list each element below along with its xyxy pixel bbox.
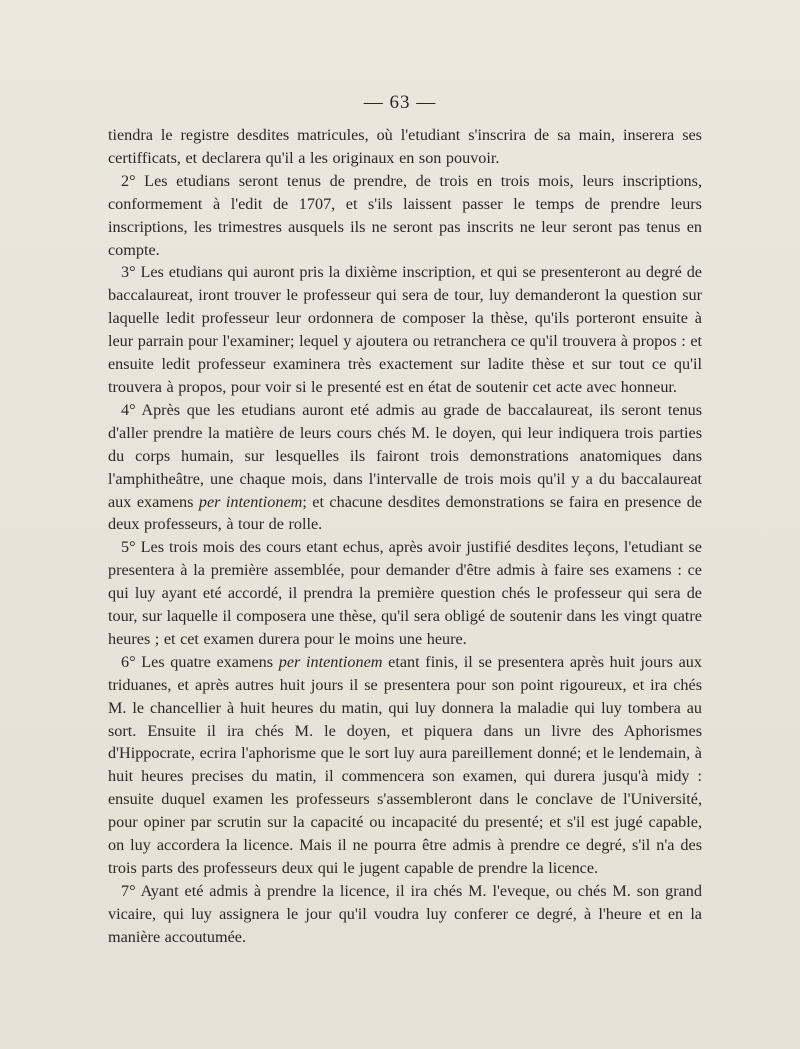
paragraph-article-6 (108, 651, 702, 880)
paragraph-article-4 (108, 399, 702, 536)
page-number: — 63 — (363, 92, 437, 113)
paragraph-article-5: 5° Les trois mois des cours etant echus, après avoir justifié desdites leçons, l'etudiant se presentera à la première assemblée, pour demander d'être admis à faire ses examens : ce qui luy ayant eté accordé, il prendra la première question chés le professeur qui sera de tour, sur laquelle il composera une thèse, qu'il sera obligé de soutenir dans les vingt quatre heures ; et cet examen durera pour le moins une heure. (108, 538, 702, 648)
paragraph-continuation: tiendra le registre desdites matricules, où l'etudiant s'inscrira de sa main, inserera ses certifficats, et declarera qu'il a les originaux en son pouvoir. (108, 126, 702, 167)
latin-phrase: per intentionem (278, 652, 383, 671)
paragraph-article-4-start: 4° Après que les etudians auront eté admis au grade de baccalaureat, ils seront tenus d'aller prendre la matière de leurs cours chés M. le doyen, qui leur indiquera trois parties du corps humain, sur lesquelles ils fairont trois demonstrations anatomiques dans l'amphitheâtre, une chaque mois, dans l'intervalle de trois mois qu'il y a du baccalaureat aux examens (108, 400, 702, 511)
paragraph-article-3: 3° Les etudians qui auront pris la dixième inscription, et qui se presenteront au degré de baccalaureat, iront trouver le professeur qui sera de tour, luy demanderont la question sur laquelle ledit professeur leur ordonnera de composer la thèse, qu'ils porteront ensuite à leur parrain pour l'examiner; lequel y ajoutera ou retranchera ce qu'il trouvera à propos : et ensuite ledit professeur examinera très exactement sur ladite thèse et sur tout ce qu'il trouvera à propos, pour voir si le presenté est en état de soutenir cet acte avec honneur. (108, 263, 702, 396)
paragraph-article-6-start: 6° Les quatre examens (121, 652, 279, 671)
paragraph-article-6-end: etant finis, il se presentera après huit jours aux triduanes, et après autres huit jours il se presentera pour son point rigoureux, et ira chés M. le chancellier à huit heures du matin, qui luy donnera la maladie qui luy tombera au sort. Ensuite il ira chés M. le doyen, et piquera dans un livre des Aphorismes d'Hippocrate, ecrira l'aphorisme que le sort luy aura pareillement donné; et le lendemain, à huit heures precises du matin, il commencera son examen, qui durera jusqu'à midy : ensuite duquel examen les professeurs s'assembleront dans le conclave de l'Université, pour opiner par scrutin sur la capacité ou incapacité du presenté; et s'il est jugé capable, on luy accordera la licence. Mais il ne pourra être admis à prendre ce degré, s'il n'a des trois parts des professeurs deux qui le jugent capable de prendre la licence. (108, 652, 702, 877)
paragraph-article-2: 2° Les etudians seront tenus de prendre, de trois en trois mois, leurs inscriptions, conformement à l'edit de 1707, et s'ils laissent passer le temps de prendre leurs inscriptions, les trimestres ausquels ils ne seront pas inscrits ne leur seront pas tenus en compte. (108, 171, 702, 259)
paragraph-article-7: 7° Ayant eté admis à prendre la licence, il ira chés M. l'eveque, ou chés M. son grand vicaire, qui luy assignera le jour qu'il voudra luy conferer ce degré, à l'heure et en la manière accoutumée. (108, 881, 702, 946)
body-text (108, 124, 702, 949)
paragraph-article-4-end: ; et chacune desdites demonstrations se faira en presence de deux professeurs, à tour de rolle. (108, 492, 702, 534)
latin-phrase: per intentionem (198, 492, 303, 511)
